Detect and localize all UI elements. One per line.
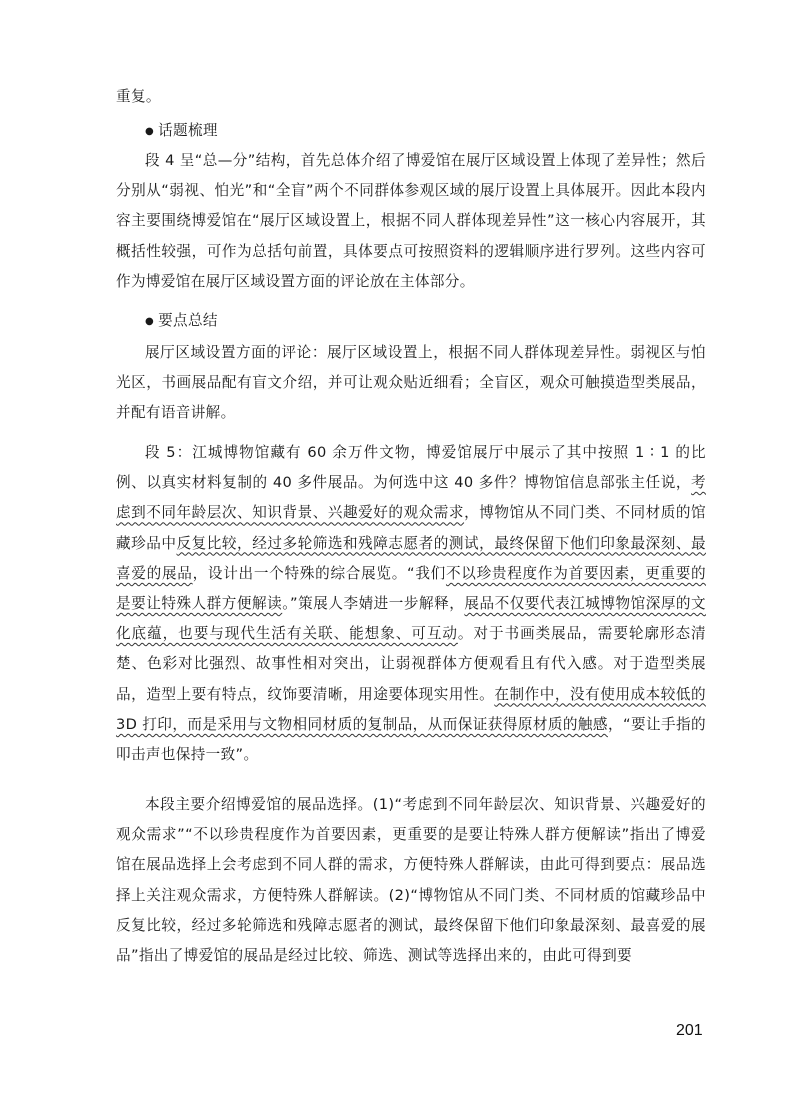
heading-summary (116, 306, 706, 338)
paragraph-topic: 段 4 呈“总—分”结构，首先总体介绍了博爱馆在展厅区域设置上体现了差异性；然后分别从“弱视、怕光”和“全盲”两个不同群体参观区域的展厅设置上具体展开。因此本段内容主要围绕博爱馆在“展厅区域设置上，根据不同人群体现差异性”这一核心内容展开，其概括性较强，可作为总括句前置，具体要点可按照资料的逻辑顺序进行罗列。这些内容可作为博爱馆在展厅区域设置方面的评论放在主体部分。 (116, 152, 706, 290)
paragraph-continuation: 重复。 (116, 88, 161, 105)
p5-underlined-2: 反复比较，经过多轮筛选和残障志愿者的测试，最终保留下他们印象最深刻、最喜爱的展品 (116, 534, 706, 582)
heading-topic (116, 116, 706, 148)
bullet-icon (145, 312, 158, 329)
p5-underlined-1: 考虑到不同年龄层次、知识背景、兴趣爱好的观众需求 (116, 474, 706, 522)
p5-text-5: 。对于书画类展品，需要轮廓形态清楚、色彩对比强烈、故事性相对突出，让弱视群体方便观看且有代入感。对于造型类展品，造型上要有特点，纹饰要清晰，用途要体现实用性。 (116, 625, 706, 703)
p5-underlined-5: 在制作中，没有使用成本较低的 3D 打印，而是采用与文物相同材质的复制品，从而保证获得原材质的触感 (116, 685, 706, 733)
p5-text-4: 。”策展人李婧进一步解释， (282, 595, 465, 613)
p5-text-2: ，博物馆从不同门类、不同材质的馆藏珍品中 (116, 504, 706, 552)
bullet-icon (145, 122, 158, 139)
page-number: 201 (676, 1022, 703, 1039)
p5-text-3: ，设计出一个特殊的综合展览。“我们 (192, 564, 446, 582)
paragraph-5 (116, 438, 706, 770)
p5-text-6: ，“要让手指的叩击声也保持一致”。 (116, 715, 706, 764)
paragraph-summary: 展厅区域设置方面的评论：展厅区域设置上，根据不同人群体现差异性。弱视区与怕光区，书画展品配有盲文介绍，并可让观众贴近细看；全盲区，观众可触摸造型类展品，并配有语音讲解。 (116, 344, 706, 422)
p5-underlined-3: 不以珍贵程度作为首要因素，更重要的是要让特殊人群方便解读 (116, 564, 706, 613)
paragraph-analysis: 本段主要介绍博爱馆的展品选择。(1)“考虑到不同年龄层次、知识背景、兴趣爱好的观众需求”“不以珍贵程度作为首要因素，更重要的是要让特殊人群方便解读”指出了博爱馆在展品选择上会考虑到不同人群的需求，方便特殊人群解读，由此可得到要点：展品选择上关注观众需求，方便特殊人群解读。(2)“博物馆从不同门类、不同材质的馆藏珍品中反复比较，经过多轮筛选和残障志愿者的测试，最终保留下他们印象最深刻、最喜爱的展品”指出了博爱馆的展品是经过比较、筛选、测试等选择出来的，由此可得到要 (116, 796, 706, 965)
heading-summary-text: 要点总结 (158, 312, 218, 329)
heading-topic-text: 话题梳理 (158, 122, 218, 139)
p5-text-1: 段 5：江城博物馆藏有 60 余万件文物，博爱馆展厅中展示了其中按照 1 ∶ 1 的比例、以真实材料复制的 40 多件展品。为何选中这 40 多件？博物馆信息部张主任说， (116, 444, 706, 492)
p5-underlined-4: 展品不仅要代表江城博物馆深厚的文化底蕴，也要与现代生活有关联、能想象、可互动 (116, 595, 706, 643)
